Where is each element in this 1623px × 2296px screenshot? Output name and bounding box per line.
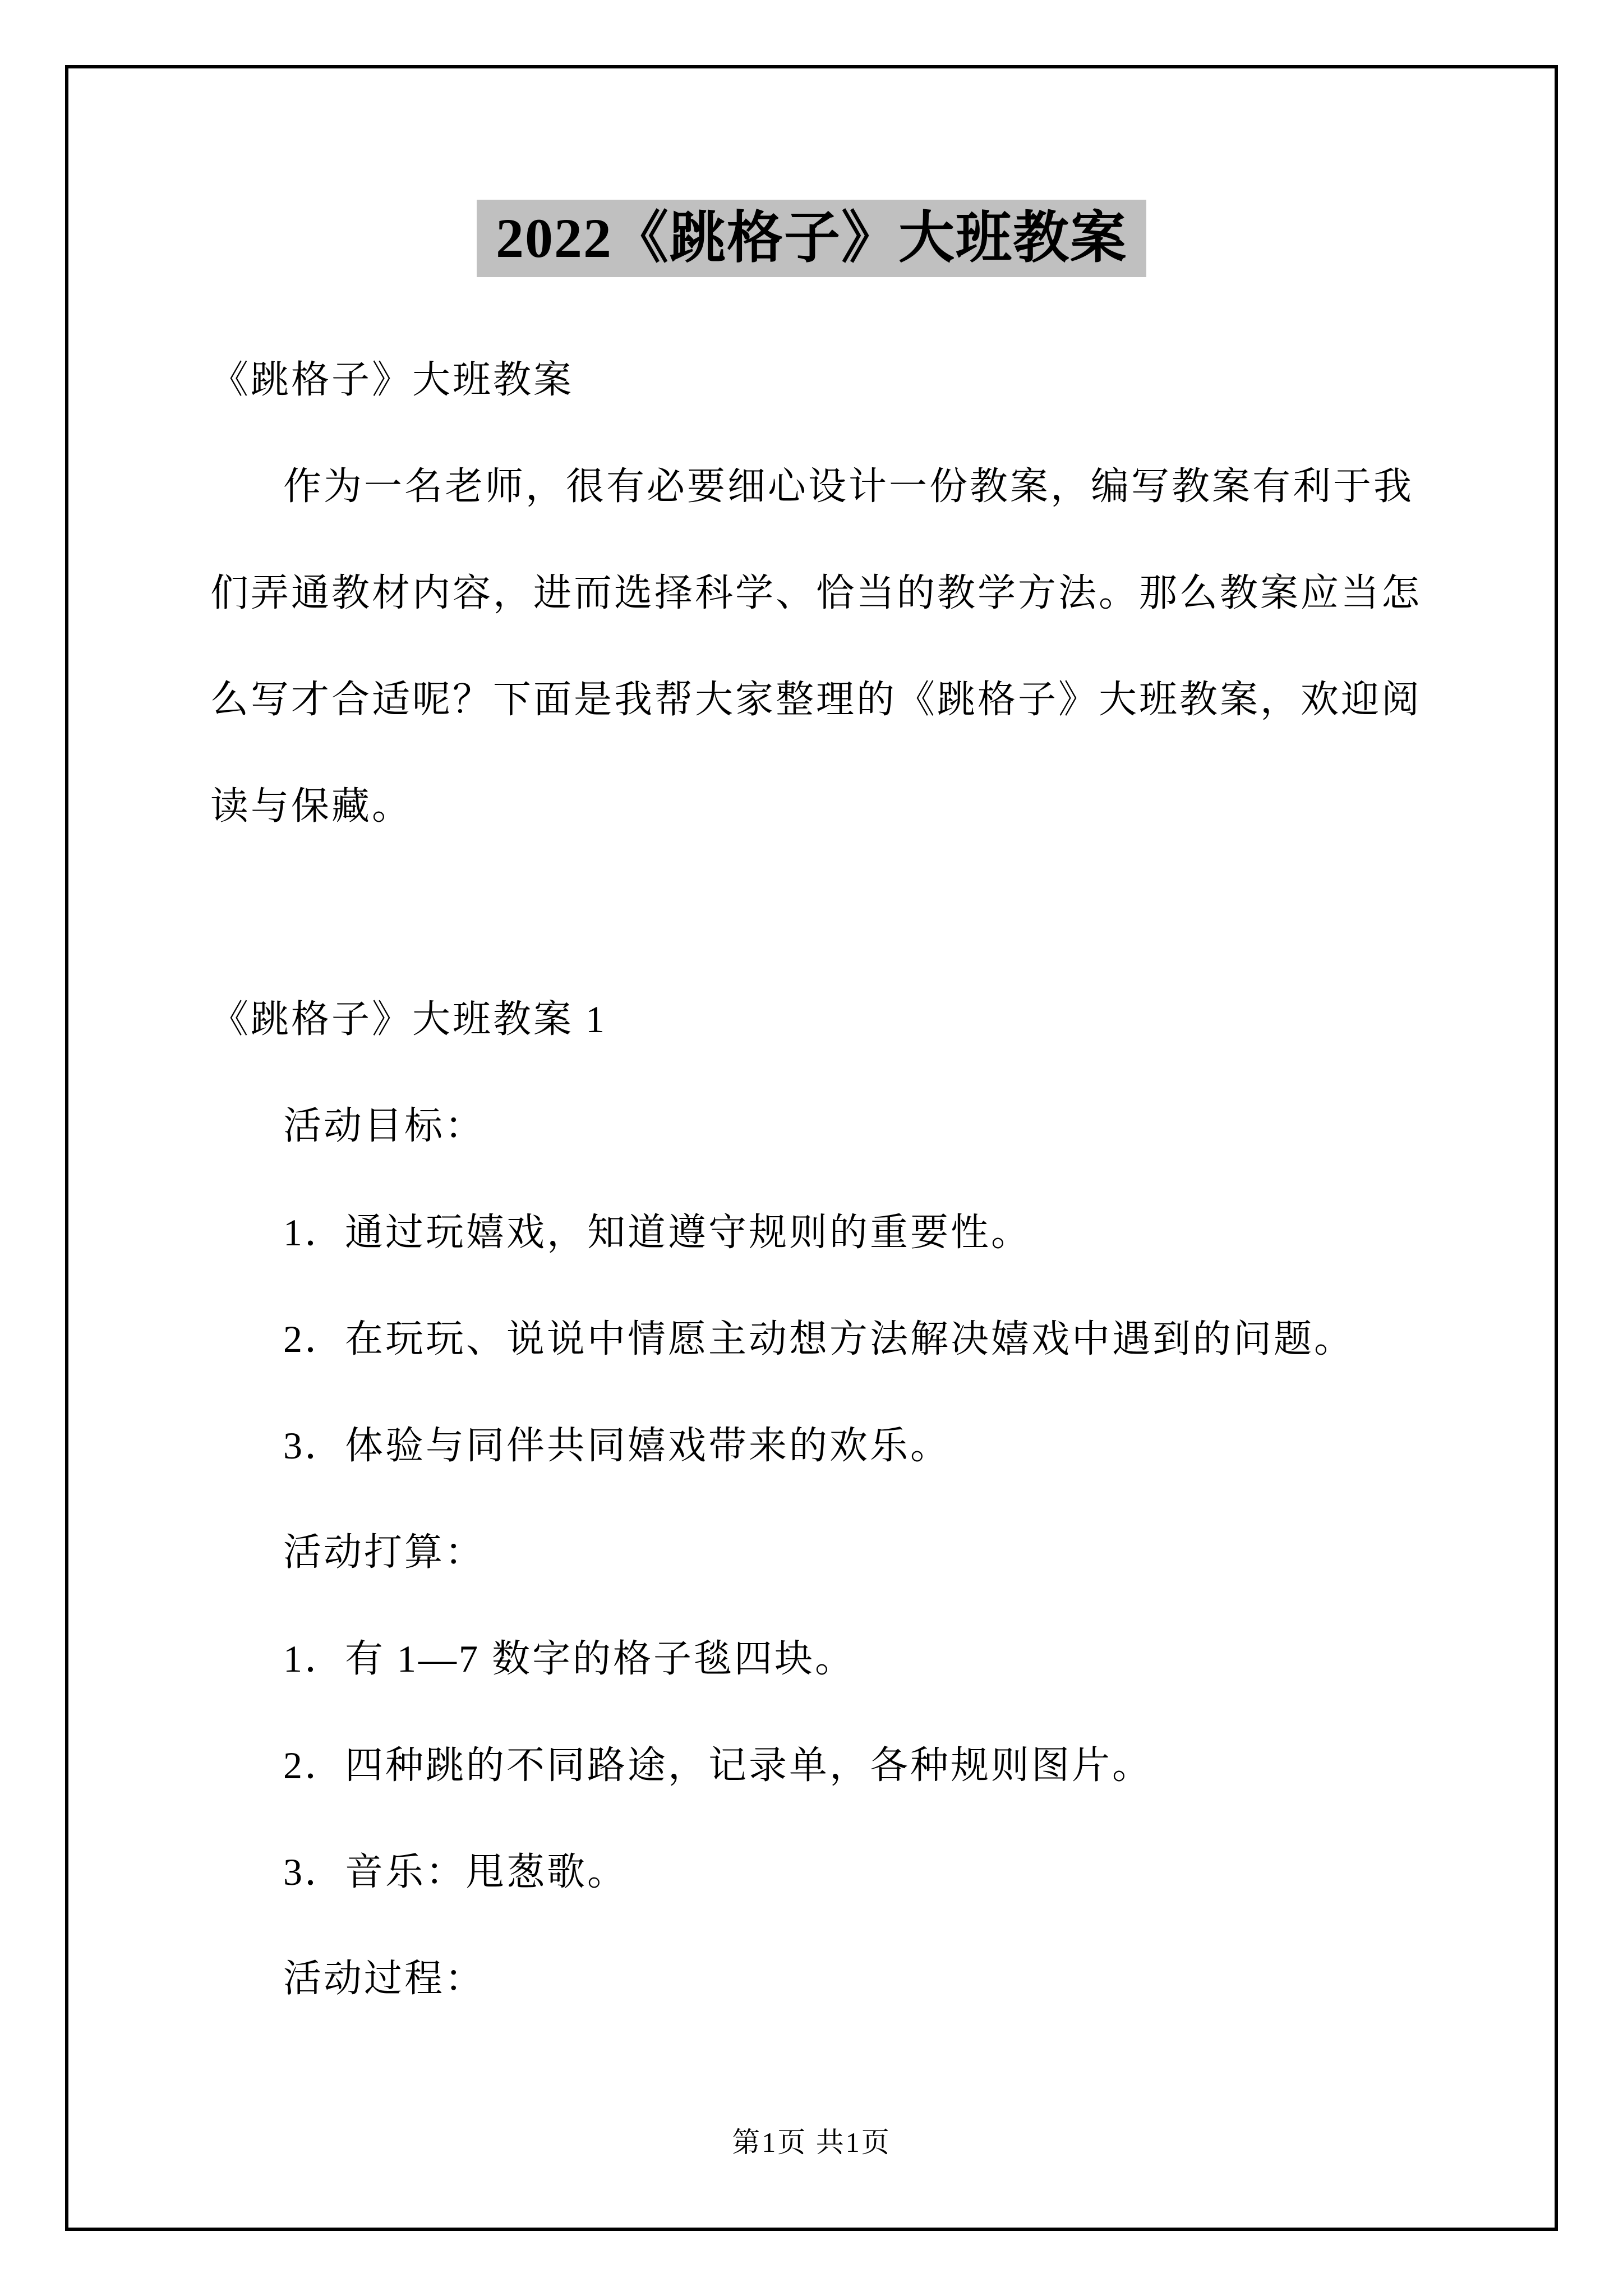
body-line: 2．在玩玩、说说中情愿主动想方法解决嬉戏中遇到的问题。 <box>283 1318 1355 1360</box>
body-line: 们弄通教材内容，进而选择科学、恰当的教学方法。那么教案应当怎 <box>210 572 1422 614</box>
body-line <box>210 859 1432 966</box>
document-body <box>210 326 1432 2032</box>
body-line: 3．体验与同伴共同嬉戏带来的欢乐。 <box>283 1424 951 1467</box>
page-footer <box>0 2126 1623 2159</box>
body-line: 读与保藏。 <box>210 785 413 827</box>
title-row <box>0 200 1623 277</box>
body-line: 么写才合适呢？下面是我帮大家整理的《跳格子》大班教案，欢迎阅 <box>210 678 1422 721</box>
body-line: 活动打算： <box>283 1531 486 1573</box>
body-line: 作为一名老师，很有必要细心设计一份教案，编写教案有利于我 <box>283 465 1414 508</box>
body-line: 2．四种跳的不同路途，记录单，各种规则图片。 <box>283 1744 1153 1787</box>
body-line: 3．音乐：甩葱歌。 <box>283 1851 628 1893</box>
body-line: 1．通过玩嬉戏，知道遵守规则的重要性。 <box>283 1211 1032 1254</box>
document-title: 2022《跳格子》大班教案 <box>477 200 1146 277</box>
page-footer-text: 第1页 共1页 <box>732 2127 891 2158</box>
body-line: 《跳格子》大班教案 1 <box>210 998 607 1041</box>
body-line: 活动目标： <box>283 1105 486 1147</box>
body-line: 活动过程： <box>283 1957 486 2000</box>
body-line: 《跳格子》大班教案 <box>210 358 574 401</box>
body-line: 1．有 1—7 数字的格子毯四块。 <box>283 1637 856 1680</box>
